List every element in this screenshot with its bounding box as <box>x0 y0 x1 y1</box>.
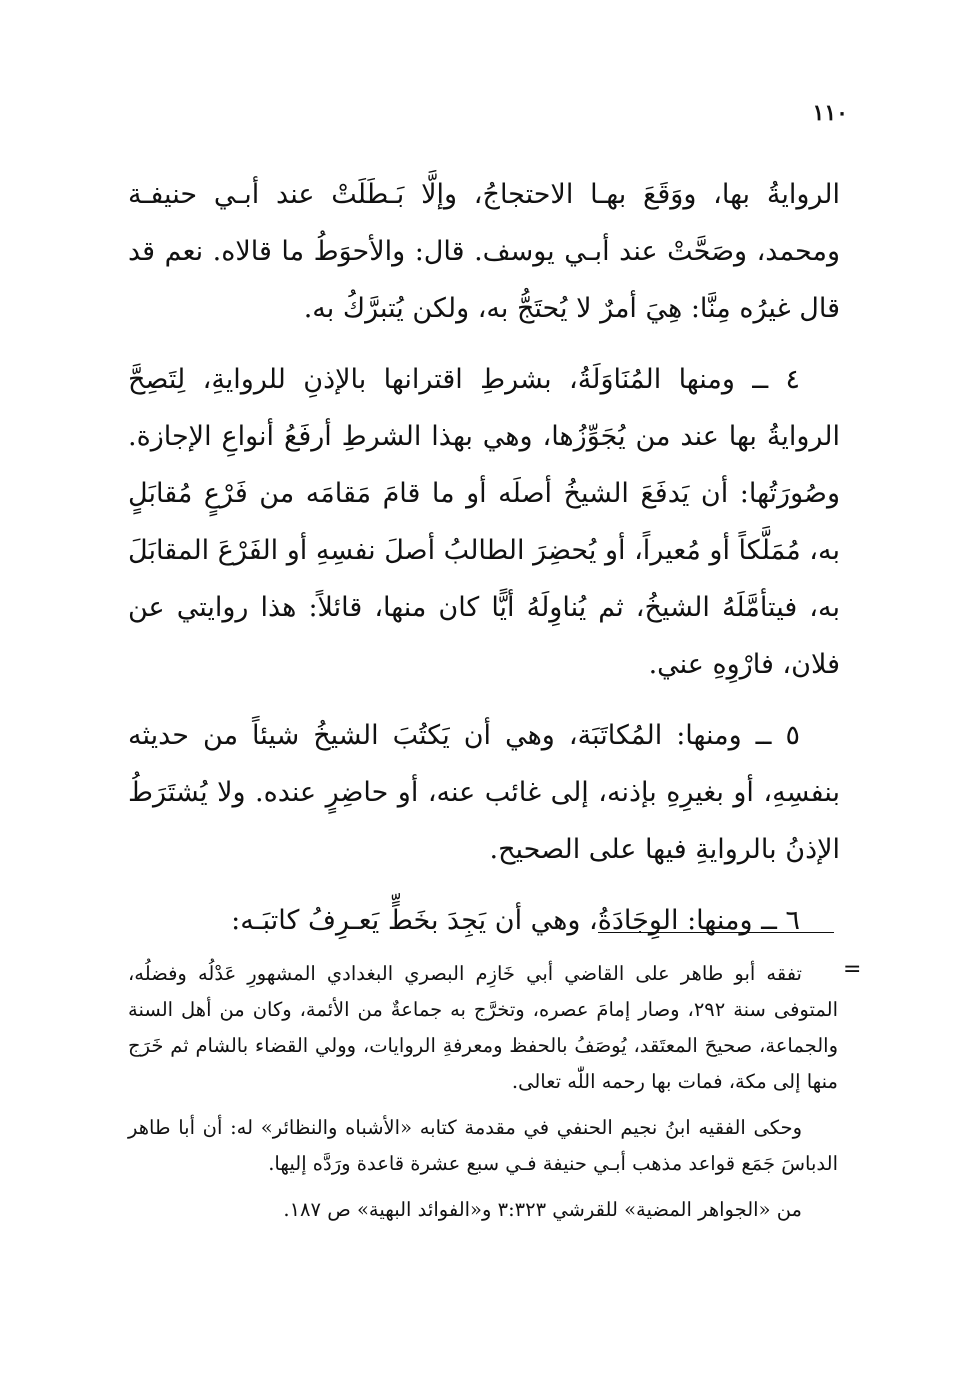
footnote-source: من «الجواهر المضية» للقرشي ٣:٣٢٣ و«الفوائد البهية» ص ١٨٧. <box>283 1198 802 1221</box>
footnote-continuation-mark: = <box>843 957 862 982</box>
main-text-body <box>128 166 840 963</box>
footnote-paragraph: تفقه أبو طاهر على القاضي أبي خَازِم البصري البغدادي المشهورِ عَدْلُه وفضلُه، المتوفى سنة ٢٩٢، وصار إمامَ عصره، وتخرَّج به جماعةٌ من الأئمة، وكان من أهل السنة والجماعة، صحيحَ المعتَقد، يُوصَفُ بالحفظ ومعرفةِ الروايات، وولي القضاء بالشام ثم خَرَج منها إلى مكة، فمات بها رحمه اللّٰه تعالى. <box>128 962 838 1093</box>
footnotes-section <box>128 956 838 1238</box>
main-paragraph: ٦ ــ ومنها: الوِجَادَةُ، وهي أن يَجِدَ بخَطٍّ يَعـرِفُ كاتبَـه: <box>231 905 800 936</box>
main-paragraph: الروايةُ بها، ووَقَعَ بهـا الاحتجاجُ، وإلَّا بَـطَلَتْ عند أبـي حنيفـة ومحمد، وصَحَّتْ عند أبـي يوسف. قال: والأحوَطُ ما قالاه. نعم قد قال غيرُه مِنَّا: هِيَ أمرٌ لا يُحتَجُّ به، ولكن يُتبرَّكُ به. <box>128 179 840 324</box>
page-number: ١١٠ <box>812 100 848 126</box>
footnote-divider <box>598 932 834 933</box>
main-paragraph: ٥ ــ ومنها: المُكاتَبَة، وهي أن يَكتُبَ الشيخُ شيئاً من حديثه بنفسِهِ، أو بغيرِهِ بإذنه، إلى غائب عنه، أو حاضِرٍ عنده. ولا يُشتَرَطُ الإذنُ بالروايةِ فيها على الصحيح. <box>128 720 840 865</box>
footnote-paragraph: وحكى الفقيه ابنُ نجيم الحنفي في مقدمة كتابه «الأشباه والنظائر» له: أن أبا طاهر الدباسَ جَمَع قواعد مذهب أبـي حنيفة فـي سبع عشرة قاعدة ورَدَّه إليها. <box>128 1116 838 1175</box>
main-paragraph: ٤ ــ ومنها المُنَاوَلَةُ، بشرطِ اقترانها بالإذنِ للروايةِ، لِتَصِحَّ الروايةُ بها عند من يُجَوِّزُها، وهي بهذا الشرطِ أرفَعُ أنواعِ الإجازة. وصُورَتُها: أن يَدفَعَ الشيخُ أصلَه أو ما قامَ مَقامَه من فَرْعٍ مُقابَلٍ به، مُمَلَّكاً أو مُعيراً، أو يُحضِرَ الطالبُ أصلَ نفسِهِ أو الفَرْعَ المقابَلَ به، فيتأمَّلَهُ الشيخُ، ثم يُناوِلَهُ أيًّا كان منها، قائلاً: هذا روايتي عن فلان، فارْوِهِ عني. <box>128 364 840 680</box>
